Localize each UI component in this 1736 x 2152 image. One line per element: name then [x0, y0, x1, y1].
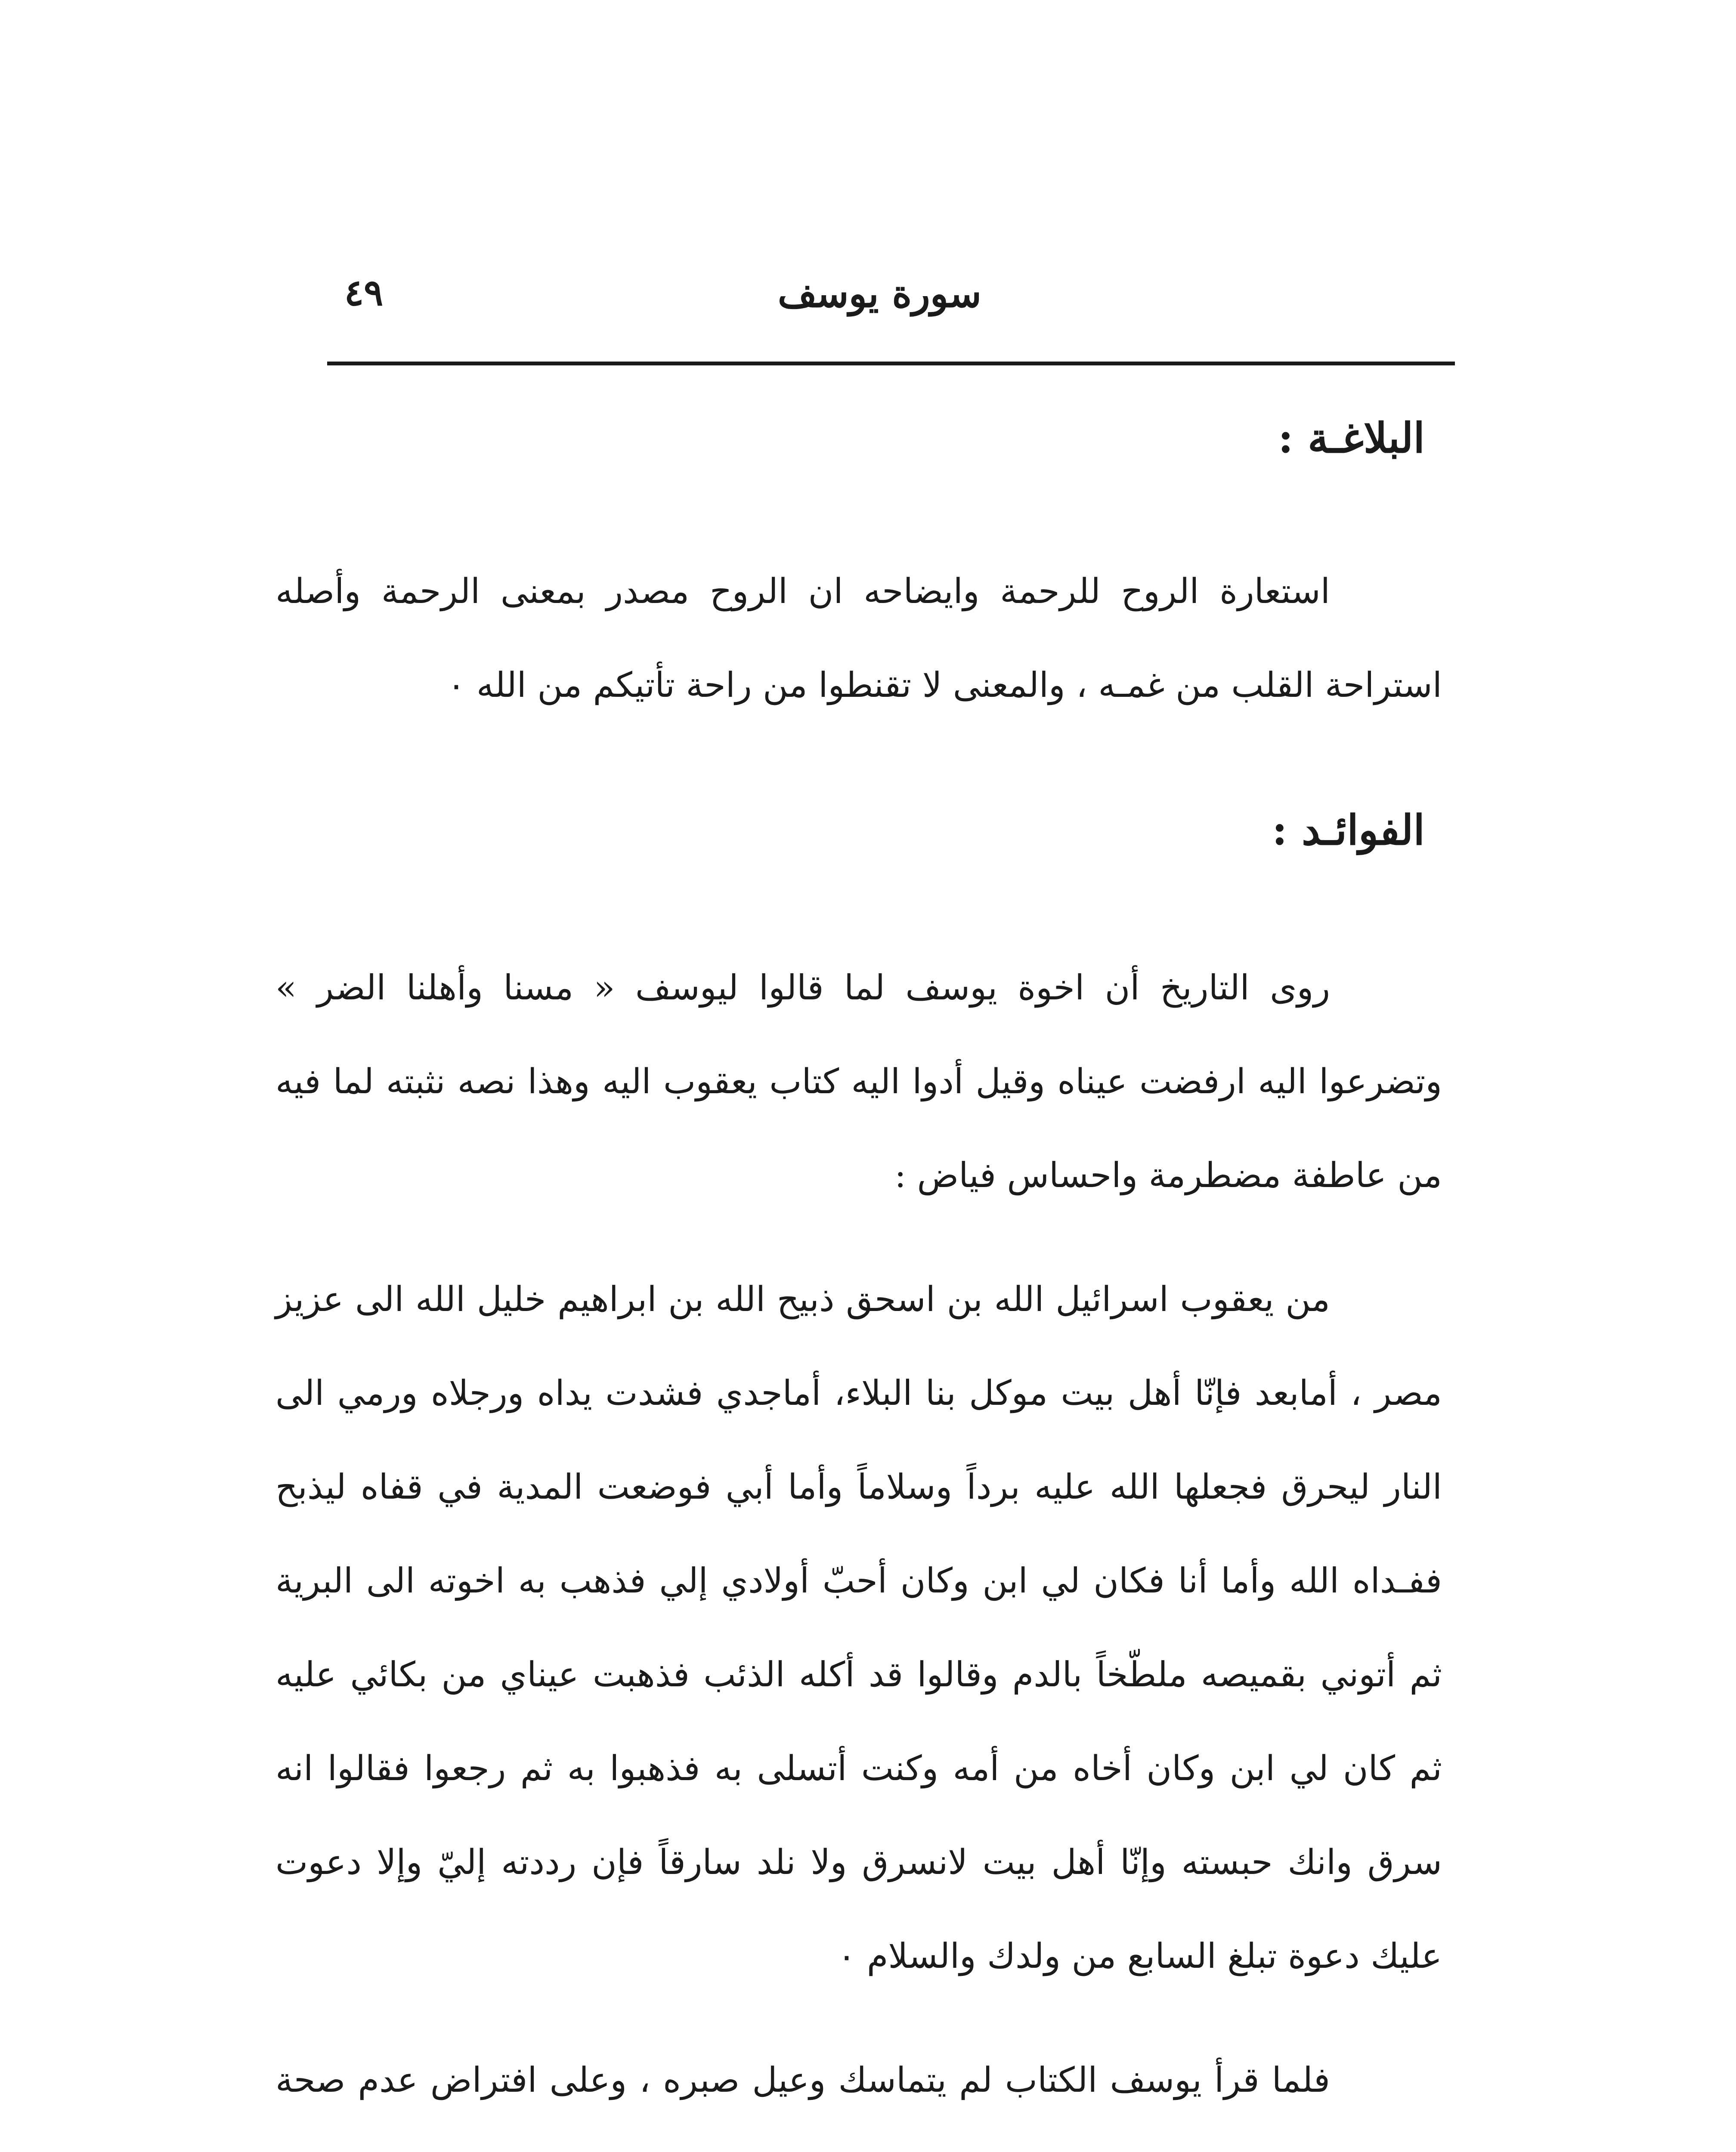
page-number: ٤٩ [344, 271, 384, 314]
chapter-title: سورة يوسف [777, 271, 981, 316]
section-heading-balagha: البلاغـة : [1278, 414, 1425, 462]
paragraph-letter: من يعقوب اسرائيل الله بن اسحق ذبيح الله بن ابراهيم خليل الله الى عزيز مصر ، أمابعد فإنّا أهل بيت موكل بنا البلاء، أماجدي فشدت يداه ورجلاه ورمي الى النار ليحرق فجعلها الله عليه برداً وسلاماً وأما أبي فوضعت المدية في قفاه ليذبح ففـداه الله وأما أنا فكان لي ابن وكان أحبّ أولادي إلي فذهب به اخوته الى البرية ثم أتوني بقميصه ملطّخاً بالدم وقالوا قد أكله الذئب فذهبت عيناي من بكائي عليه ثم كان لي ابن وكان أخاه من أمه وكنت أتسلى به فذهبوا به ثم رجعوا فقالوا انه سرق وانك حبسته وإنّا أهل بيت لانسرق ولا نلد سارقاً فإن رددته إليّ وإلا دعوت عليك دعوة تبلغ السابع من ولدك والسلام ٠ [275, 1279, 1442, 1976]
section-heading-fawaid: الفوائـد : [1272, 806, 1425, 855]
paragraph-balagha: استعارة الروح للرحمة وايضاحه ان الروح مصدر بمعنى الرحمة وأصله استراحة القلب من غمـه ، والمعنى لا تقنطوا من راحة تأتيكم من الله ٠ [275, 571, 1442, 705]
paragraph-fawaid-intro: روى التاريخ أن اخوة يوسف لما قالوا ليوسف « مسنا وأهلنا الضر » وتضرعوا اليه ارفضت عيناه وقيل أدوا اليه كتاب يعقوب اليه وهذا نصه نثبته لما فيه من عاطفة مضطرمة واحساس فياض : [275, 968, 1442, 1196]
paragraph-closing: فلما قرأ يوسف الكتاب لم يتماسك وعيل صبره ، وعلى افتراض عدم صحة [275, 2060, 1331, 2100]
page-header [327, 263, 1455, 349]
header-divider [327, 362, 1455, 365]
page-body [275, 405, 1442, 2152]
